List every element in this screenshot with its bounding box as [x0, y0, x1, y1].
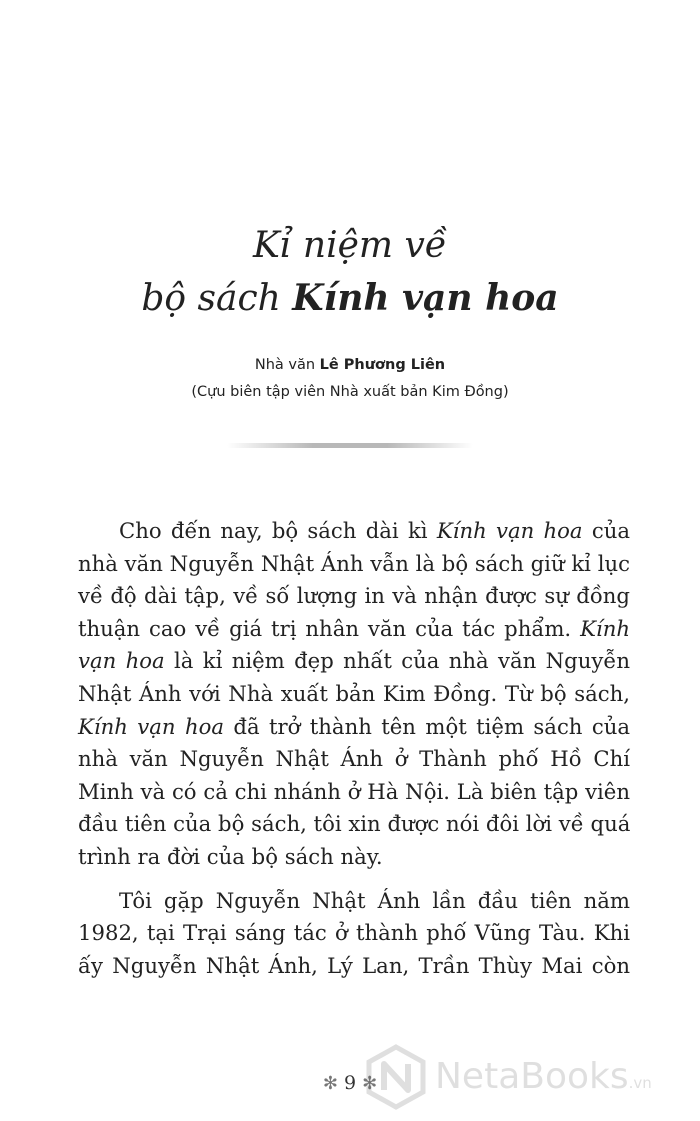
text-run: trình ra đời của bộ sách này. — [78, 843, 383, 869]
watermark-suffix: .vn — [628, 1074, 652, 1092]
text-line — [78, 548, 630, 581]
watermark-text — [435, 1056, 652, 1097]
body-text — [78, 515, 630, 982]
asterisk-icon: ✻ — [362, 1073, 378, 1094]
author-name: Lê Phương Liên — [319, 357, 446, 373]
author-line — [0, 357, 700, 373]
text-line — [78, 580, 630, 613]
text-run: thuận cao về giá trị nhân văn của tác phẩm. — [78, 615, 581, 641]
text-run: đầu tiên của bộ sách, tôi xin được nói đôi lời về quá — [78, 811, 631, 837]
text-run: là kỉ niệm đẹp nhất của nhà văn Nguyễn — [164, 648, 631, 674]
text-run: của — [582, 518, 630, 543]
text-line — [78, 645, 630, 678]
text-run: Nhật Ánh với Nhà xuất bản Kim Đồng. Từ bộ sách, — [78, 680, 630, 706]
text-run: về độ dài tập, về số lượng in và nhận được sự đồng — [78, 583, 630, 609]
text-line — [78, 613, 630, 646]
text-line — [78, 678, 630, 711]
book-series-title: Kính vạn hoa — [292, 277, 559, 319]
text-line — [78, 917, 630, 950]
italic-title-run: vạn hoa — [78, 648, 165, 674]
text-run: Tôi gặp Nguyễn Nhật Ánh lần đầu tiên năm — [119, 887, 630, 913]
netabooks-logo-icon — [365, 1044, 427, 1110]
text-line — [78, 885, 630, 918]
text-line — [78, 743, 630, 776]
asterisk-icon: ✻ — [322, 1073, 338, 1094]
text-line — [78, 808, 630, 841]
watermark — [365, 1040, 700, 1115]
chapter-title-line-1: Kỉ niệm về — [253, 225, 447, 266]
title-divider — [227, 443, 473, 448]
watermark-main: NetaBooks — [435, 1056, 629, 1097]
text-run: Minh và có cả chi nhánh ở Hà Nội. Là biên tập viên — [78, 778, 630, 804]
text-line — [78, 841, 630, 874]
text-line — [78, 776, 630, 809]
paragraph-gap — [78, 874, 630, 885]
text-line — [78, 711, 630, 744]
author-prefix: Nhà văn — [254, 357, 320, 373]
chapter-title-prefix: bộ sách — [141, 278, 293, 319]
author-role: (Cựu biên tập viên Nhà xuất bản Kim Đồng) — [191, 384, 509, 400]
chapter-title-line-2 — [0, 277, 700, 319]
text-run: 1982, tại Trại sáng tác ở thành phố Vũng Tàu. Khi — [78, 920, 630, 946]
italic-title-run: Kính — [580, 615, 630, 641]
text-run: ấy Nguyễn Nhật Ánh, Lý Lan, Trần Thùy Mai còn — [78, 952, 630, 978]
text-run: nhà văn Nguyễn Nhật Ánh ở Thành phố Hồ Chí — [78, 746, 630, 772]
italic-title-run: Kính vạn hoa — [436, 518, 583, 543]
page-number: 9 — [343, 1072, 357, 1094]
text-run: nhà văn Nguyễn Nhật Ánh vẫn là bộ sách giữ kỉ lục — [78, 550, 630, 576]
text-run: đã trở thành tên một tiệm sách của — [223, 713, 630, 739]
text-run: Cho đến nay, bộ sách dài kì — [119, 518, 437, 543]
italic-title-run: Kính vạn hoa — [78, 713, 224, 739]
text-line — [78, 950, 630, 983]
text-line — [78, 515, 630, 548]
